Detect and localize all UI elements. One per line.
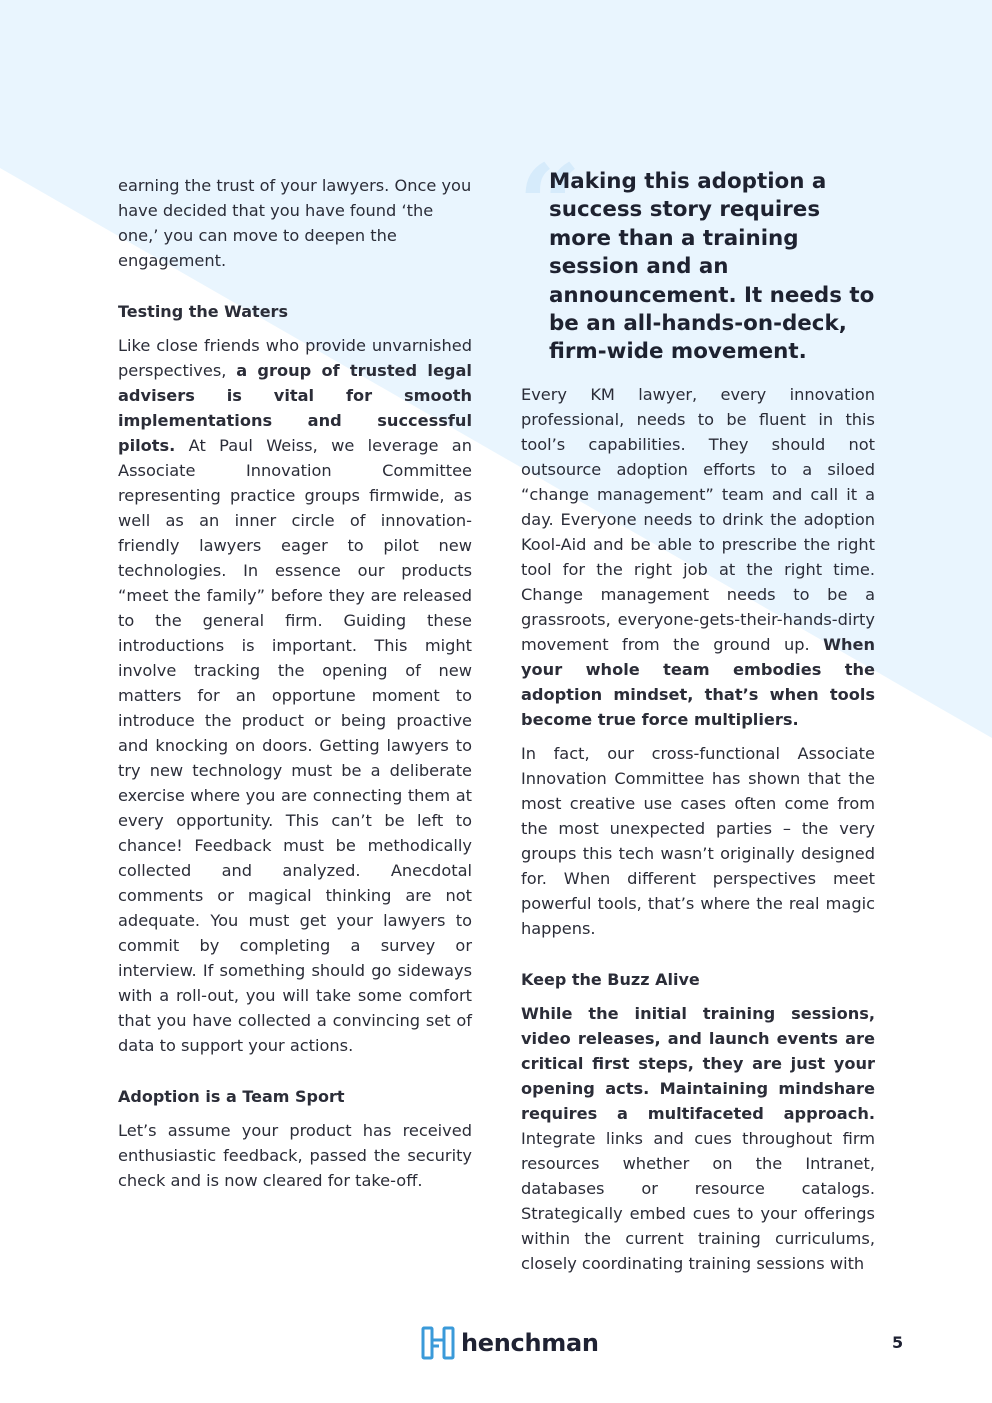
testing-paragraph [118,333,472,1058]
km-lawyer-text: Every KM lawyer, every innovation professional, needs to be fluent in this tool’s capabilities. They should not outsource adoption efforts to a siloed “change management” team and call it a day. Everyone needs to drink the adoption Kool-Aid and be able to prescribe the right tool for the right job at the right time. Change management needs to be a grassroots, everyone-gets-their-hands-dirty movement from the ground up. [521,385,875,654]
right-column [521,382,875,1285]
km-lawyer-bold: When your whole team embodies the adoption mindset, that’s when tools become true force multipliers. [521,635,875,729]
heading-testing-the-waters: Testing the Waters [118,302,288,321]
committee-paragraph: In fact, our cross-functional Associate Innovation Committee has shown that the most creative use cases often come from the most unexpected parties – the very groups this tech wasn’t originally designed for. When different perspectives meet powerful tools, that’s where the real magic happens. [521,744,875,938]
quote-mark-icon: “ [518,140,582,269]
adoption-paragraph: Let’s assume your product has received enthusiastic feedback, passed the security check and is now cleared for take-off. [118,1121,472,1190]
testing-text-rest: At Paul Weiss, we leverage an Associate Innovation Committee representing practice groups firmwide, as well as an inner circle of innovation-friendly lawyers eager to pilot new technologies. In essence our products “meet the family” before they are released to the general firm. Guiding these introductions is important. This might involve tracking the opening of new matters for an opportune moment to introduce the product or being proactive and knocking on doors. Getting lawyers to try new technology must be a deliberate exercise where you are connecting them at every opportunity. This can’t be left to chance! Feedback must be methodically collected and analyzed. Anecdotal comments or magical thinking are not adequate. You must get your lawyers to commit by completing a survey or interview. If something should go sideways with a roll-out, you will take some comfort that you have collected a convincing set of data to support your actions. [118,436,472,1055]
footer-logo [421,1326,599,1360]
testing-text-start: Like close friends who provide unvarnished perspectives, [118,336,472,380]
buzz-paragraph [521,1001,875,1276]
intro-paragraph: earning the trust of your lawyers. Once you have decided that you have found ‘the one,’ you can move to deepen the engagement. [118,176,472,270]
buzz-text-rest: Integrate links and cues throughout firm resources whether on the Intranet, databases or resource catalogs. Strategically embed cues to your offerings within the current training curriculums, closely coordinating training sessions with [521,1129,875,1273]
logo-wordmark: henchman [461,1329,599,1357]
km-lawyer-paragraph [521,382,875,732]
pull-quote-block [518,140,880,367]
left-column [118,173,472,1202]
buzz-text-bold: While the initial training sessions, video releases, and launch events are critical first steps, they are just your opening acts. Maintaining mindshare requires a multifaceted approach. [521,1004,875,1123]
henchman-logo-icon [421,1326,455,1360]
testing-text-bold: a group of trusted legal advisers is vital for smooth implementations and successful pilots. [118,361,472,455]
heading-adoption-team-sport: Adoption is a Team Sport [118,1087,345,1106]
heading-keep-buzz-alive: Keep the Buzz Alive [521,970,700,989]
pull-quote-text: Making this adoption a success story requires more than a training session and an announcement. It needs to be an all-hands-on-deck, firm-wide movement. [549,169,875,365]
page-number: 5 [892,1333,904,1352]
